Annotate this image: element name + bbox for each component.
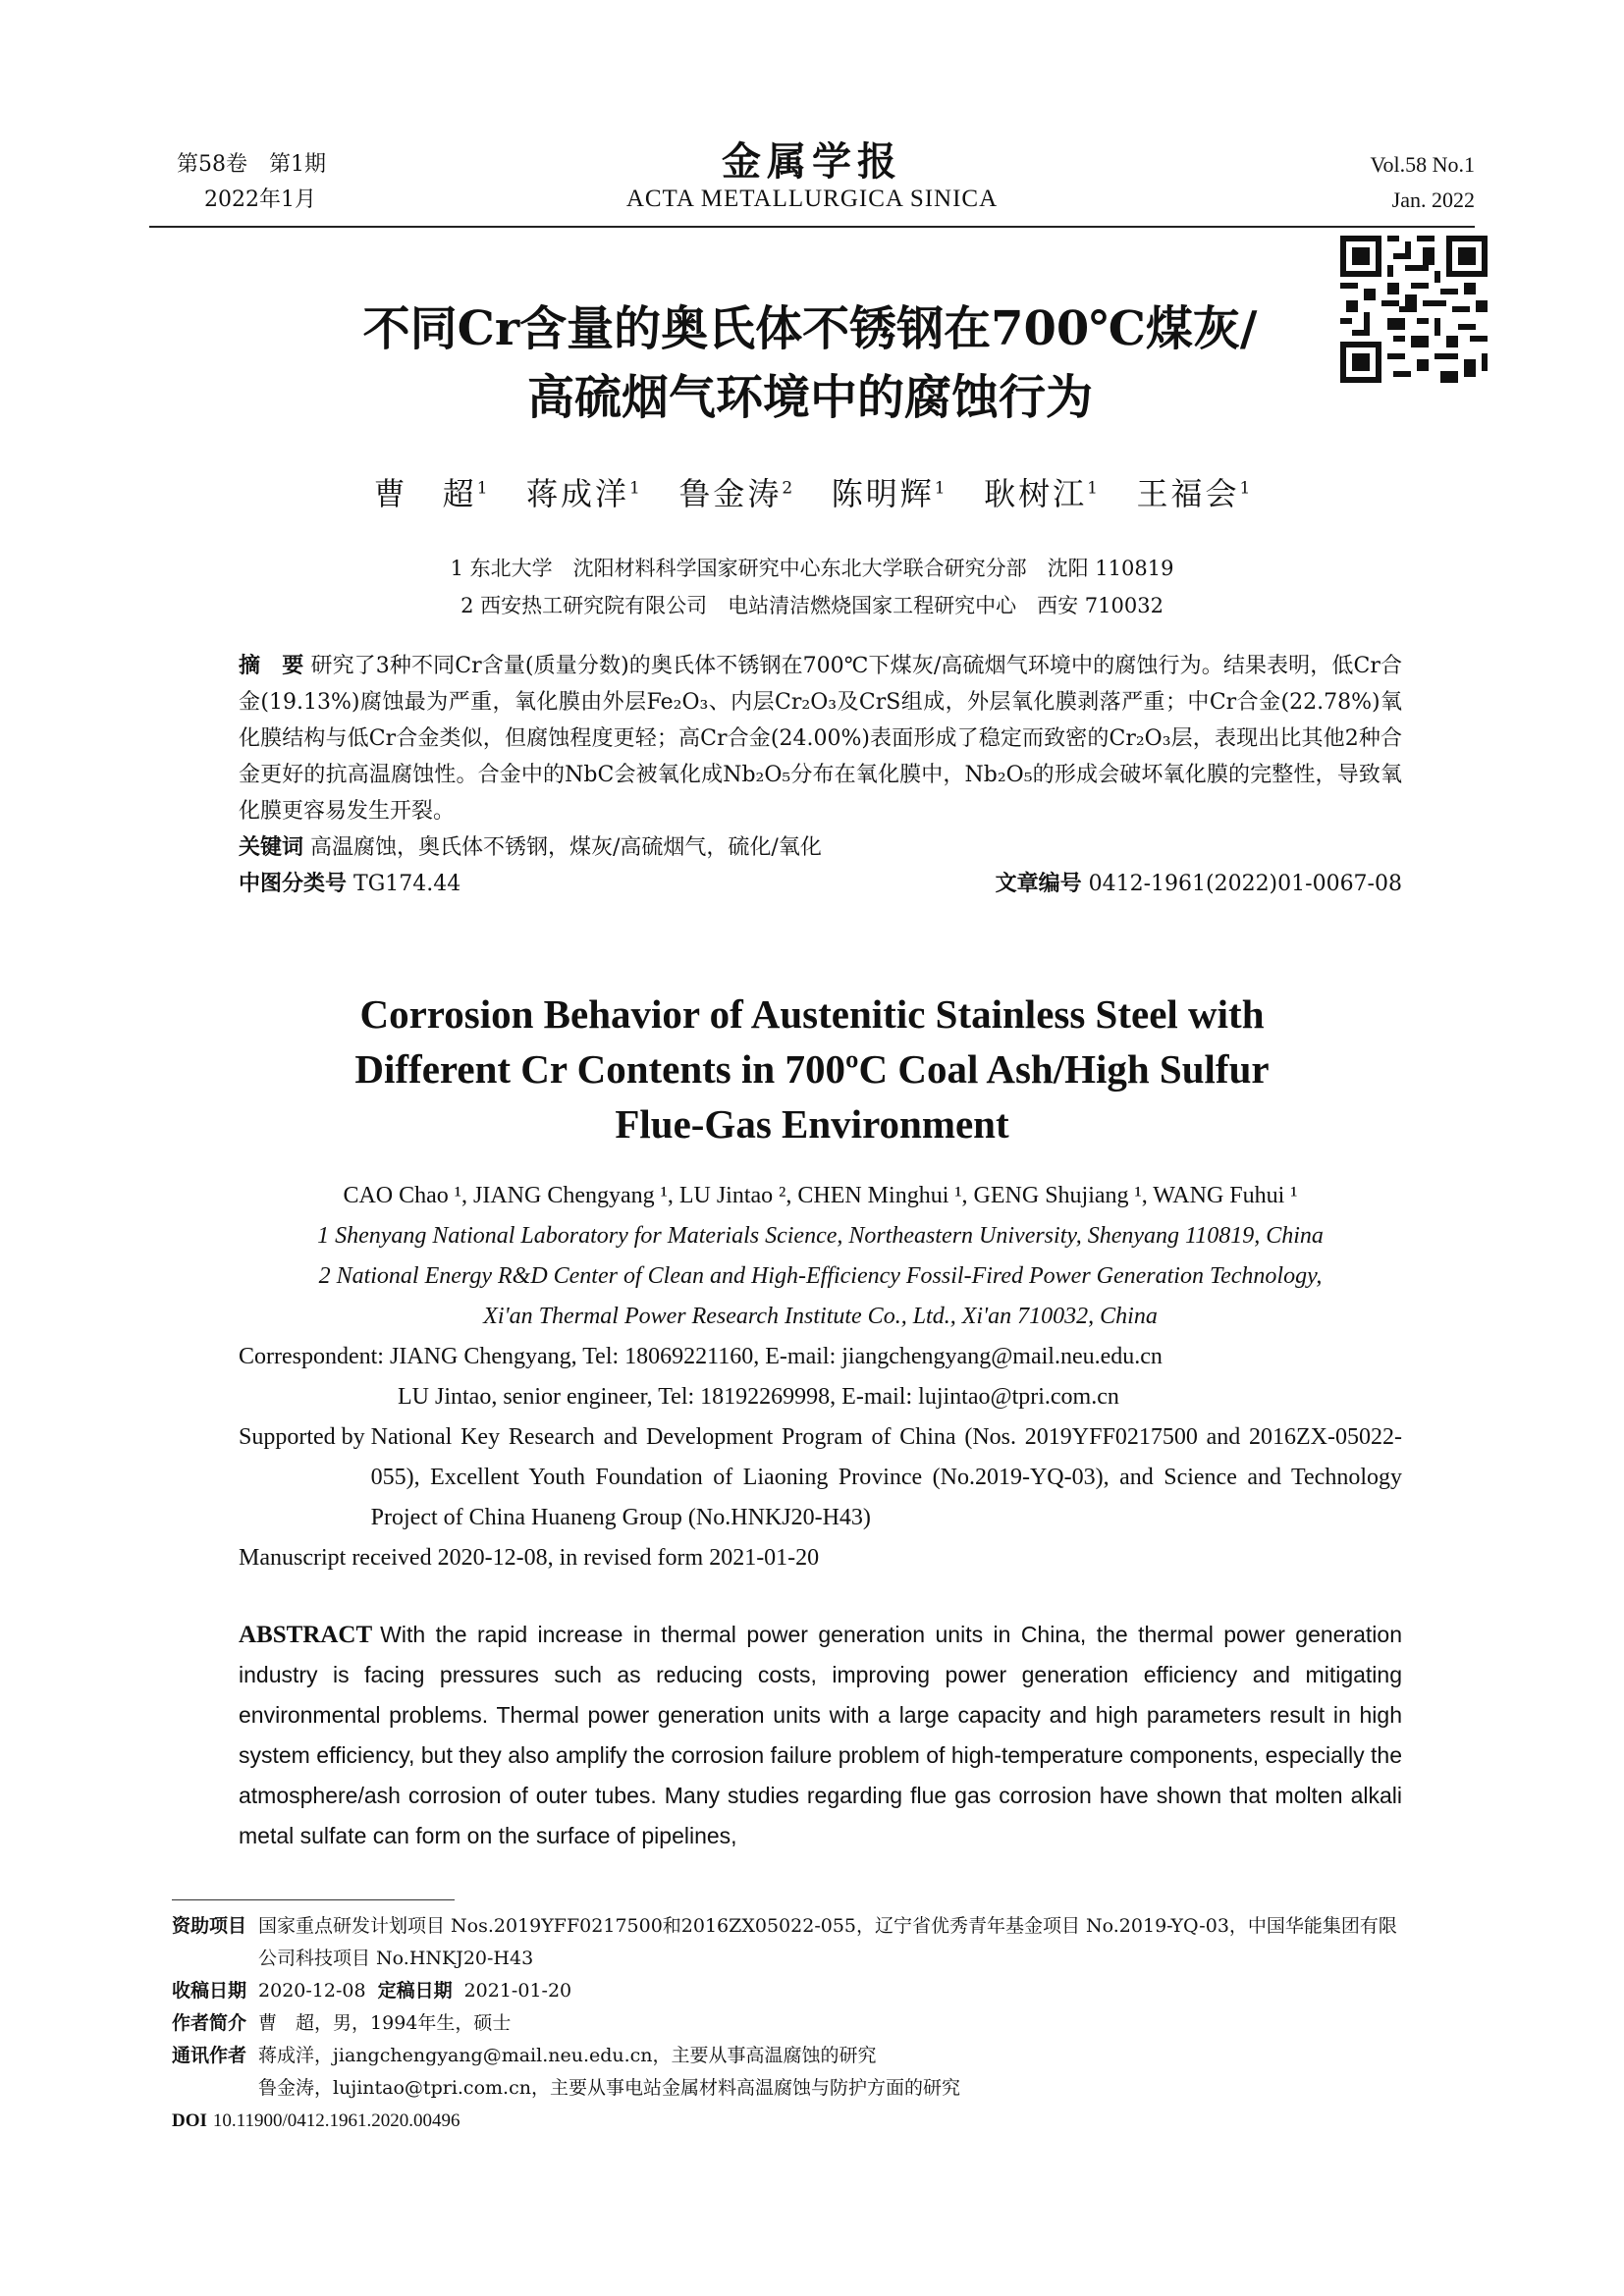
correspondent-line1: JIANG Chengyang, Tel: 18069221160, E-mail: jiangchengyang@mail.neu.edu.cn — [389, 1344, 1163, 1369]
abstract-en-text: With the rapid increase in thermal power generation units in China, the thermal power generation industry is facing pressures such as reducing costs, improving power generation efficiency and mitigating environmental problems. Thermal power generation units with a large capacity and high parameters result in high system efficiency, but they also amplify the corrosion failure problem of high-temperature components, especially the atmosphere/ash corrosion of outer tubes. Many studies regarding flue gas corrosion have shown that molten alkali metal sulfate can form on the surface of pipelines, — [239, 1622, 1402, 1848]
author-cn: 王福会$^1$ — [1136, 475, 1251, 512]
header-right — [1370, 147, 1475, 218]
authors-en: CAO Chao ¹, JIANG Chengyang ¹, LU Jintao ², CHEN Minghui ¹, GENG Shujiang ¹, WANG Fuhui ¹ — [343, 1183, 1298, 1208]
keywords-text: 高温腐蚀，奥氏体不锈钢，煤灰/高硫烟气，硫化/氧化 — [310, 835, 822, 860]
manuscript-dates: Manuscript received 2020-12-08, in revised form 2021-01-20 — [239, 1545, 820, 1571]
footnote-doi: DOI 10.11900/0412.1961.2020.00496 — [172, 2110, 460, 2131]
classification-row — [239, 866, 1402, 902]
title-cn-line2: 高硫烟气环境中的腐蚀行为 — [526, 370, 1093, 425]
author-cn: 耿树江$^1$ — [984, 475, 1098, 512]
correspondent-line2: LU Jintao, senior engineer, Tel: 18192269998, E-mail: lujintao@tpri.com.cn — [398, 1384, 1119, 1410]
footnote-author-intro: 作者简介 曹 超，男，1994年生，硕士 — [172, 2012, 512, 2034]
abstract-cn-block — [239, 648, 1402, 902]
abstract-cn — [239, 648, 1402, 829]
affiliation-en-1: 1 Shenyang National Laboratory for Materials Science, Northeastern University, Shenyang 110819, China — [317, 1223, 1324, 1249]
volume-issue-en: Vol.58 No.1 — [1370, 152, 1475, 177]
clc-number: 中图分类号 TG174.44 — [239, 871, 461, 896]
affiliation-en-2-line2: Xi'an Thermal Power Research Institute Co., Ltd., Xi'an 710032, China — [483, 1304, 1158, 1329]
date-cn: 2022年1月 — [204, 187, 316, 212]
affiliations-cn — [0, 550, 1624, 624]
affiliation-cn-2: 2 西安热工研究院有限公司 电站清洁燃烧国家工程研究中心 西安 710032 — [460, 594, 1164, 617]
author-cn: 陈明辉$^1$ — [831, 475, 946, 512]
author-cn: 蒋成洋$^1$ — [526, 475, 640, 512]
volume-issue-cn: 第58卷 第1期 — [177, 152, 326, 177]
article-number: 文章编号 0412-1961(2022)01-0067-08 — [995, 871, 1402, 896]
date-en: Jan. 2022 — [1391, 187, 1475, 212]
authors-cn — [0, 469, 1624, 514]
keywords-cn — [239, 829, 1402, 866]
header-rule — [149, 226, 1475, 228]
affiliation-en-2-line1: 2 National Energy R&D Center of Clean and High-Efficiency Fossil-Fired Power Generation Technology, — [318, 1263, 1323, 1289]
footnote-funding: 资助项目 国家重点研发计划项目 Nos.2019YFF0217500和2016ZX05022-055，辽宁省优秀青年基金项目 No.2019-YQ-03，中国华能集团有限公司科技项目 No.HNKJ20-H43 — [172, 1915, 1397, 1969]
abstract-cn-label: 摘 要 — [239, 653, 304, 678]
title-cn-line1: 不同Cr含量的奥氏体不锈钢在700℃煤灰/ — [362, 301, 1258, 356]
correspondent — [239, 1337, 1402, 1377]
supported-text: National Key Research and Development Program of China (Nos. 2019YFF0217500 and 2016ZX-05022-055), Excellent Youth Foundation of Liaoning Province (No.2019-YQ-03), and Science and Technology Project of China Huaneng Group (No.HNKJ20-H43) — [370, 1424, 1402, 1530]
title-en-line1: Corrosion Behavior of Austenitic Stainless Steel with — [359, 991, 1265, 1037]
keywords-label: 关键词 — [239, 834, 304, 860]
author-cn: 鲁金涛$^2$ — [678, 475, 793, 512]
title-en-line2: Different Cr Contents in 700ºC Coal Ash/High Sulfur — [354, 1046, 1270, 1092]
correspondent-label: Correspondent: — [239, 1344, 384, 1369]
journal-name-en: ACTA METALLURGICA SINICA — [625, 186, 999, 212]
footnote-corr-1: 蒋成洋，jiangchengyang@mail.neu.edu.cn，主要从事高温腐蚀的研究 — [258, 2045, 877, 2066]
english-metadata — [239, 1176, 1402, 1578]
author-cn: 曹 超$^1$ — [373, 475, 488, 512]
supported-by — [239, 1417, 1402, 1538]
journal-name-cn: 金属学报 — [722, 138, 902, 185]
supported-label: Supported by — [239, 1424, 365, 1450]
title-en — [196, 987, 1428, 1151]
footnote-rule — [172, 1899, 455, 1900]
footnotes — [172, 1910, 1414, 2137]
title-en-line3: Flue-Gas Environment — [615, 1101, 1009, 1147]
affiliation-cn-1: 1 东北大学 沈阳材料科学国家研究中心东北大学联合研究分部 沈阳 110819 — [450, 557, 1174, 580]
abstract-en — [239, 1615, 1402, 1856]
title-cn — [245, 294, 1375, 432]
footnote-correspondent: 通讯作者 蒋成洋，jiangchengyang@mail.neu.edu.cn，主要从事高温腐蚀的研究 鲁金涛，lujintao@tpri.com.cn，主要从事电站金属材料高温腐蚀与防护方面的研究 — [172, 2040, 1414, 2105]
abstract-en-label: ABSTRACT — [239, 1622, 373, 1648]
footnote-dates: 收稿日期 2020-12-08 定稿日期 2021-01-20 — [172, 1980, 572, 2002]
abstract-cn-text: 研究了3种不同Cr含量(质量分数)的奥氏体不锈钢在700℃下煤灰/高硫烟气环境中的腐蚀行为。结果表明，低Cr合金(19.13%)腐蚀最为严重，氧化膜由外层Fe₂O₃、内层Cr₂O₃及CrS组成，外层氧化膜剥落严重；中Cr合金(22.78%)氧化膜结构与低Cr合金类似，但腐蚀程度更轻；高Cr合金(24.00%)表面形成了稳定而致密的Cr₂O₃层，表现出比其他2种合金更好的抗高温腐蚀性。合金中的NbC会被氧化成Nb₂O₅分布在氧化膜中，Nb₂O₅的形成会破坏氧化膜的完整性，导致氧化膜更容易发生开裂。 — [239, 654, 1402, 824]
footnote-corr-2: 鲁金涛，lujintao@tpri.com.cn，主要从事电站金属材料高温腐蚀与防护方面的研究 — [258, 2077, 960, 2099]
